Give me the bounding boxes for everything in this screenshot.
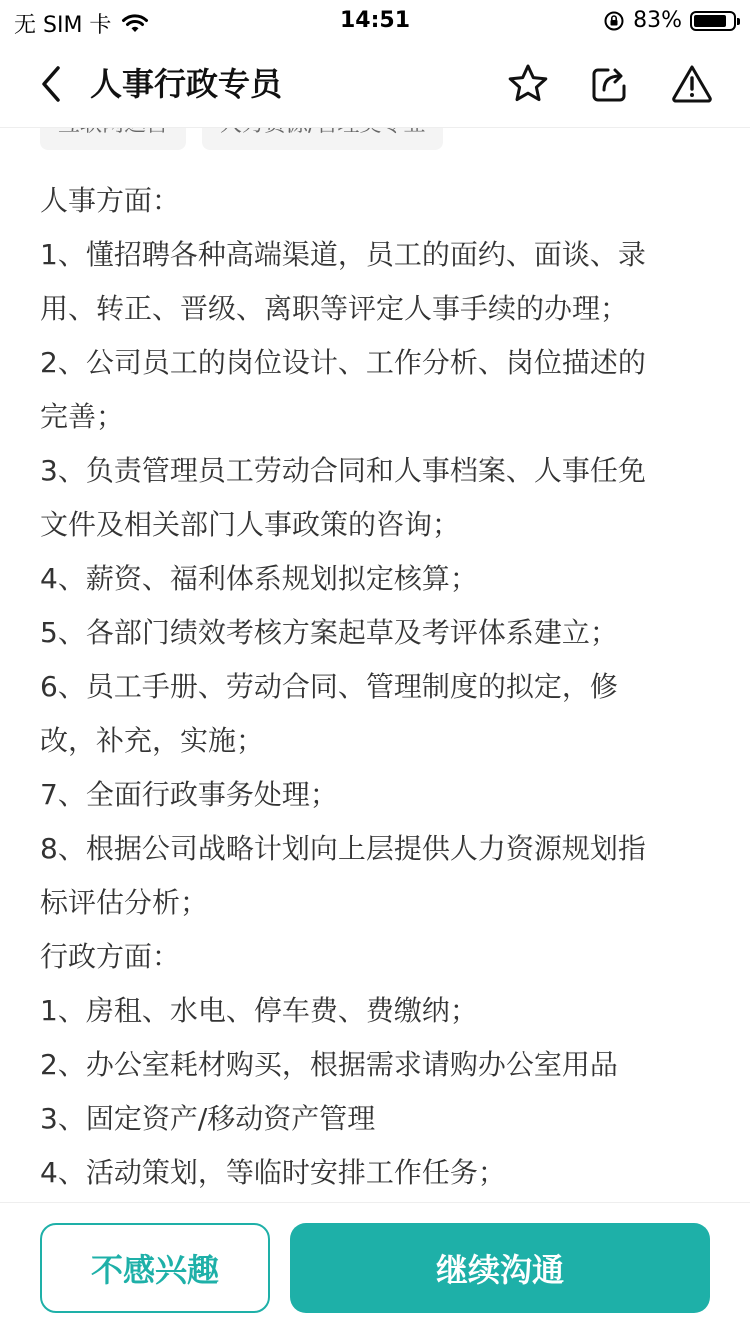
status-right — [603, 8, 736, 33]
back-arrow-icon[interactable] — [30, 62, 74, 106]
nav-actions — [506, 62, 714, 106]
description-line: 完善； — [40, 400, 125, 433]
description-line: 文件及相关部门人事政策的咨询； — [40, 508, 461, 541]
status-time: 14:51 — [339, 8, 411, 33]
description-line: 1、房租、水电、停车费、费缴纳； — [40, 994, 478, 1027]
star-icon[interactable] — [506, 62, 550, 106]
battery-percent: 83% — [633, 8, 682, 33]
job-description-content[interactable] — [0, 100, 750, 1200]
description-line: 2、公司员工的岗位设计、工作分析、岗位描述的 — [40, 346, 646, 379]
battery-fill — [694, 15, 726, 27]
nav-bar — [0, 40, 750, 128]
orientation-lock-icon — [603, 10, 625, 32]
report-warning-icon[interactable] — [670, 62, 714, 106]
description-line: 3、负责管理员工劳动合同和人事档案、人事任免 — [40, 454, 646, 487]
description-line: 8、根据公司战略计划向上层提供人力资源规划指 — [40, 832, 646, 865]
description-line: 4、薪资、福利体系规划拟定核算； — [40, 562, 478, 595]
description-line: 6、员工手册、劳动合同、管理制度的拟定，修 — [40, 670, 618, 703]
status-bar — [0, 0, 750, 40]
share-icon[interactable] — [588, 62, 632, 106]
description-line: 人事方面： — [40, 184, 181, 217]
battery-icon — [690, 11, 736, 31]
page-title: 人事行政专员 — [90, 65, 283, 103]
description-line: 行政方面： — [40, 940, 181, 973]
nav-divider — [0, 127, 750, 128]
description-line: 1、懂招聘各种高端渠道，员工的面约、面谈、录 — [40, 238, 646, 271]
description-line: 5、各部门绩效考核方案起草及考评体系建立； — [40, 616, 618, 649]
description-line: 用、转正、晋级、离职等评定人事手续的办理； — [40, 292, 629, 325]
carrier-label: 无 SIM 卡 — [14, 13, 112, 38]
continue-chat-button[interactable]: 继续沟通 — [290, 1223, 710, 1313]
description-line: 4、活动策划，等临时安排工作任务； — [40, 1156, 506, 1189]
not-interested-button[interactable]: 不感兴趣 — [40, 1223, 270, 1313]
description-line: 标评估分析； — [40, 886, 209, 919]
job-description — [40, 174, 710, 1200]
bottom-action-bar — [0, 1202, 750, 1335]
description-line: 改，补充，实施； — [40, 724, 265, 757]
description-line: 7、全面行政事务处理； — [40, 778, 338, 811]
description-line: 2、办公室耗材购买，根据需求请购办公室用品 — [40, 1048, 618, 1081]
description-line: 3、固定资产/移动资产管理 — [40, 1102, 376, 1135]
